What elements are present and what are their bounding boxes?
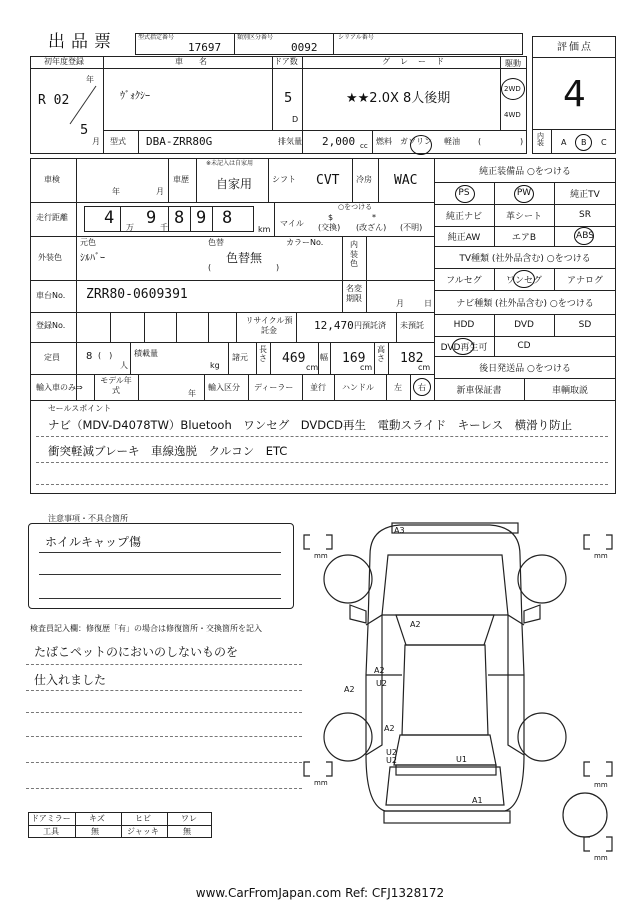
repaint-value: 色替無 xyxy=(226,251,263,265)
hood xyxy=(382,555,508,615)
equip-factory-aw: 純正AW xyxy=(447,232,481,243)
rear-left-wheel xyxy=(324,713,372,761)
fl-bracket-right xyxy=(326,535,332,549)
category-box xyxy=(234,33,334,55)
mileage-unit: km xyxy=(258,225,271,234)
mileage-opt-dollar: $ xyxy=(328,213,334,222)
history-value: 自家用 xyxy=(216,177,253,191)
mileage-mile: マイル xyxy=(280,219,304,228)
notes-line1: ホイルキャップ傷 xyxy=(45,535,142,549)
tv-fullseg: フルセグ xyxy=(446,275,482,286)
rl-bracket-left xyxy=(304,762,310,776)
shaken-label: 車検 xyxy=(44,175,60,184)
height-label: 高さ xyxy=(377,345,385,363)
width-value: 169 xyxy=(342,351,366,366)
drive-4wd: 4WD xyxy=(504,111,521,119)
legend-break: ワレ xyxy=(181,814,197,823)
equip-factory-tv: 純正TV xyxy=(570,189,600,200)
fr-bracket-left xyxy=(584,535,590,549)
model-year-label: モデル年式 xyxy=(100,376,132,395)
drive-2wd-circle xyxy=(501,78,525,100)
handle-right: 右 xyxy=(418,383,426,392)
tv-oneseg: ワンセグ xyxy=(505,275,542,286)
first-reg-month: 5 xyxy=(80,123,89,138)
mileage-digit-3: 8 xyxy=(174,208,185,228)
serial-box xyxy=(333,33,523,55)
ac-label: 冷房 xyxy=(356,175,372,184)
mileage-opt-unknown: (不明) xyxy=(400,223,423,232)
later-shipping-header: 後日発送品 ○をつける xyxy=(479,363,571,374)
damage-mark-rear-bumper: A1 xyxy=(472,796,483,805)
recycle-unpaid: 未預託 xyxy=(400,321,424,330)
legend-scratch: キズ xyxy=(89,814,105,823)
mileage-digit-4: 9 xyxy=(196,208,207,228)
fuel-gasoline: ガソリン xyxy=(400,137,432,146)
displacement-value: 2,000 xyxy=(322,135,356,148)
import-type-label: 輸入区分 xyxy=(208,383,240,392)
damage-legend xyxy=(28,812,212,838)
score-value: 4 xyxy=(563,74,586,115)
roof xyxy=(402,645,488,735)
damage-mark-rear-hatch: U1 xyxy=(456,755,467,764)
history-label: 車歴 xyxy=(173,175,189,184)
interior-grade-a: A xyxy=(561,138,567,147)
handle-label: ハンドル xyxy=(342,383,374,392)
car-name-value: ｳﾞｫｸｼｰ xyxy=(120,91,150,102)
import-label: 輸入車のみ⇒ xyxy=(36,383,83,392)
fuel-diesel: 軽油 xyxy=(444,137,460,146)
equip-ps: PS xyxy=(458,188,470,198)
rl-bracket-right xyxy=(326,762,332,776)
doors-label: ドア数 xyxy=(274,57,298,66)
interior-b-circle xyxy=(575,134,592,151)
recycle-unit: 円預託済 xyxy=(354,321,386,330)
type-designation-value: 17697 xyxy=(188,41,222,54)
mileage-digit-5: 8 xyxy=(222,208,233,228)
abs-circle xyxy=(574,227,594,245)
load-label: 積載量 xyxy=(134,349,158,358)
capacity-label: 定員 xyxy=(44,353,60,362)
original-color-label: 元色 xyxy=(80,238,96,247)
name-change-month: 月 xyxy=(396,299,404,308)
legend-break-value: 無 xyxy=(183,827,191,836)
mileage-man: 万 xyxy=(126,223,134,232)
right-side-panel xyxy=(508,615,524,755)
sales-points-label: セールスポイント xyxy=(48,404,112,413)
car-name-label: 車名 xyxy=(175,57,223,66)
right-mirror xyxy=(524,605,540,623)
tire-fr-unit: mm xyxy=(594,552,608,560)
type-designation-label: 型式指定番号 xyxy=(138,34,175,41)
height-value: 182 xyxy=(400,351,424,366)
type-designation-box xyxy=(135,33,235,55)
category-value: 0092 xyxy=(291,41,318,54)
damage-mark-roof-a: A2 xyxy=(374,666,385,675)
shaken-month-unit: 月 xyxy=(156,187,164,196)
interior-label: 内装 xyxy=(537,132,544,147)
rr-bracket-left xyxy=(584,762,590,776)
mileage-label: 走行距離 xyxy=(36,213,68,222)
date-slash xyxy=(68,84,98,126)
displacement-label: 排気量 xyxy=(278,137,302,146)
recycle-value: 12,470 xyxy=(314,319,354,332)
mileage-digit-2: 9 xyxy=(146,208,157,228)
grade-label: グレード xyxy=(382,57,454,66)
first-reg-label: 初年度登録 xyxy=(44,57,84,66)
rear-right-wheel xyxy=(518,713,566,761)
year-unit: 年 xyxy=(86,75,94,84)
color-label: 外装色 xyxy=(38,253,62,262)
rr-bracket-right xyxy=(606,762,612,776)
load-unit: kg xyxy=(210,361,220,370)
fuel-gasoline-circle xyxy=(410,135,432,155)
damage-mark-left-side: A2 xyxy=(344,685,355,694)
import-parallel: 並行 xyxy=(310,383,326,392)
tire-rr-unit: mm xyxy=(594,781,608,789)
front-right-wheel xyxy=(518,555,566,603)
first-reg-year: R 02 xyxy=(38,93,70,108)
handle-right-circle xyxy=(413,378,431,396)
sheet-title: 出品票 xyxy=(48,32,117,52)
shift-value: CVT xyxy=(316,173,340,188)
handle-left: 左 xyxy=(394,383,402,392)
navi-dvd-playback: DVD再生可 xyxy=(440,342,488,353)
damage-mark-rear-u1: U2 xyxy=(386,748,397,757)
damage-mark-front-bumper: A3 xyxy=(394,526,405,535)
navi-sd: SD xyxy=(578,320,592,330)
inspector-label: 検査員記入欄：修復歴「有」の場合は修復箇所・交換箇所を記入 xyxy=(30,624,262,633)
length-unit: cm xyxy=(306,363,319,372)
tv-type-header: TV種類 (社外品含む) ○をつける xyxy=(459,253,591,264)
color-no-label: カラーNo. xyxy=(286,238,324,247)
footer-ref: www.CarFromJapan.com Ref: CFJ1328172 xyxy=(195,886,445,900)
navi-type-header: ナビ種類 (社外品含む) ○をつける xyxy=(456,298,594,309)
equip-sr: SR xyxy=(579,210,591,220)
oneseg-circle xyxy=(513,270,535,288)
width-unit: cm xyxy=(360,363,373,372)
spare-bracket-left xyxy=(584,837,590,851)
legend-mirror: ドアミラー xyxy=(31,814,71,823)
dvd-playback-circle xyxy=(452,338,474,355)
notes-box xyxy=(28,523,294,609)
navi-hdd: HDD xyxy=(453,320,475,330)
mileage-opt-tampered: (改ざん) xyxy=(356,223,387,232)
tire-spare-unit: mm xyxy=(594,854,608,862)
later-warranty: 新車保証書 xyxy=(456,385,502,396)
tire-fl-unit: mm xyxy=(314,552,328,560)
shaken-year-unit: 年 xyxy=(112,187,120,196)
spare-wheel xyxy=(563,793,607,837)
later-manual: 車輌取説 xyxy=(551,385,588,396)
month-unit: 月 xyxy=(92,137,100,146)
navi-cd: CD xyxy=(517,341,531,351)
inspector-line2: 仕入れました xyxy=(34,673,107,687)
legend-jack: ジャッキ xyxy=(127,827,159,836)
inspector-line1: たばこペットのにおいのしないものを xyxy=(34,645,239,659)
sales-points-line2: 衝突軽減ブレーキ 車線逸脱 クルコン ETC xyxy=(48,444,288,458)
mileage-opt-star: * xyxy=(372,213,376,222)
shift-label: シフト xyxy=(272,175,296,184)
capacity-unit: 人 xyxy=(120,361,128,370)
rear-window xyxy=(394,735,496,765)
interior-grade-c: C xyxy=(601,138,607,147)
mileage-circle-note: ○をつける xyxy=(338,203,373,211)
legend-crack: ヒビ xyxy=(135,814,151,823)
damage-mark-roof-u: U2 xyxy=(376,679,387,688)
name-change-label: 名変期限 xyxy=(346,284,362,303)
factory-equipment-header: 純正装備品 ○をつける xyxy=(479,166,571,177)
name-change-day: 日 xyxy=(424,299,432,308)
mileage-digit-1: 4 xyxy=(104,208,115,228)
serial-label: シリアル番号 xyxy=(338,34,374,41)
height-unit: cm xyxy=(418,363,431,372)
ps-circle xyxy=(455,185,475,203)
fl-bracket-left xyxy=(304,535,310,549)
ac-value: WAC xyxy=(394,173,418,188)
drive-2wd: 2WD xyxy=(504,85,521,93)
equip-factory-navi: 純正ナビ xyxy=(445,211,482,222)
tv-analog: アナログ xyxy=(566,275,603,286)
model-year-unit: 年 xyxy=(188,389,196,398)
recycle-label: リサイクル預託金 xyxy=(245,316,293,335)
model-label: 型式 xyxy=(110,137,126,146)
doors-value: 5 xyxy=(284,91,293,106)
score-label: 評価点 xyxy=(557,42,593,53)
length-label: 長さ xyxy=(259,345,267,363)
doors-sub: D xyxy=(292,115,299,124)
interior-color-label: 内装色 xyxy=(350,240,358,269)
length-value: 469 xyxy=(282,351,306,366)
equip-pw: PW xyxy=(516,188,532,198)
pw-circle xyxy=(514,185,534,203)
interior-grade-b: B xyxy=(581,138,587,147)
mileage-sen: 千 xyxy=(160,223,168,232)
history-note: ※未記入は自家用 xyxy=(206,160,254,167)
damage-mark-rear-u2: U2 xyxy=(386,756,397,765)
drive-label: 駆動 xyxy=(505,59,521,68)
legend-tools: 工具 xyxy=(43,827,59,836)
notes-label: 注意事項・不具合箇所 xyxy=(48,514,128,523)
spare-bracket-right xyxy=(606,837,612,851)
chassis-label: 車台No. xyxy=(36,291,66,300)
grade-value: ★★2.0X 8人後期 xyxy=(346,91,451,106)
equip-airbag: エアB xyxy=(511,232,537,243)
legend-scratch-value: 無 xyxy=(91,827,99,836)
damage-mark-hood: A2 xyxy=(410,620,421,629)
equip-abs: ABS xyxy=(576,231,594,241)
left-mirror xyxy=(350,605,366,623)
score-box xyxy=(532,36,616,154)
equip-leather: 革シート xyxy=(505,211,542,222)
capacity-value: 8 xyxy=(86,351,93,362)
damage-mark-rear-window: A2 xyxy=(384,724,395,733)
dims-label: 諸元 xyxy=(232,353,248,362)
repaint-label: 色替 xyxy=(208,238,224,247)
category-label: 類別区分番号 xyxy=(237,34,274,41)
rear-bumper xyxy=(384,811,510,823)
mileage-opt-exchange: (交換) xyxy=(318,223,341,232)
rear-hatch xyxy=(386,767,504,805)
width-label: 幅 xyxy=(320,353,328,362)
import-dealer: ディーラー xyxy=(254,383,294,392)
sales-points-line1: ナビ（MDV-D4078TW）Bluetooh ワンセグ DVDCD再生 電動スライド キーレス 横滑り防止 xyxy=(48,418,573,432)
fr-bracket-right xyxy=(606,535,612,549)
front-left-wheel xyxy=(324,555,372,603)
original-color-value: ｼﾙﾊﾞｰ xyxy=(80,253,105,264)
chassis-value: ZRR80-0609391 xyxy=(86,287,188,302)
reg-no-label: 登録No. xyxy=(36,321,66,330)
navi-dvd: DVD xyxy=(514,320,534,330)
tire-rl-unit: mm xyxy=(314,779,328,787)
fuel-label: 燃料 xyxy=(376,137,392,146)
model-value: DBA-ZRR80G xyxy=(146,135,213,148)
displacement-unit: cc xyxy=(360,142,368,150)
